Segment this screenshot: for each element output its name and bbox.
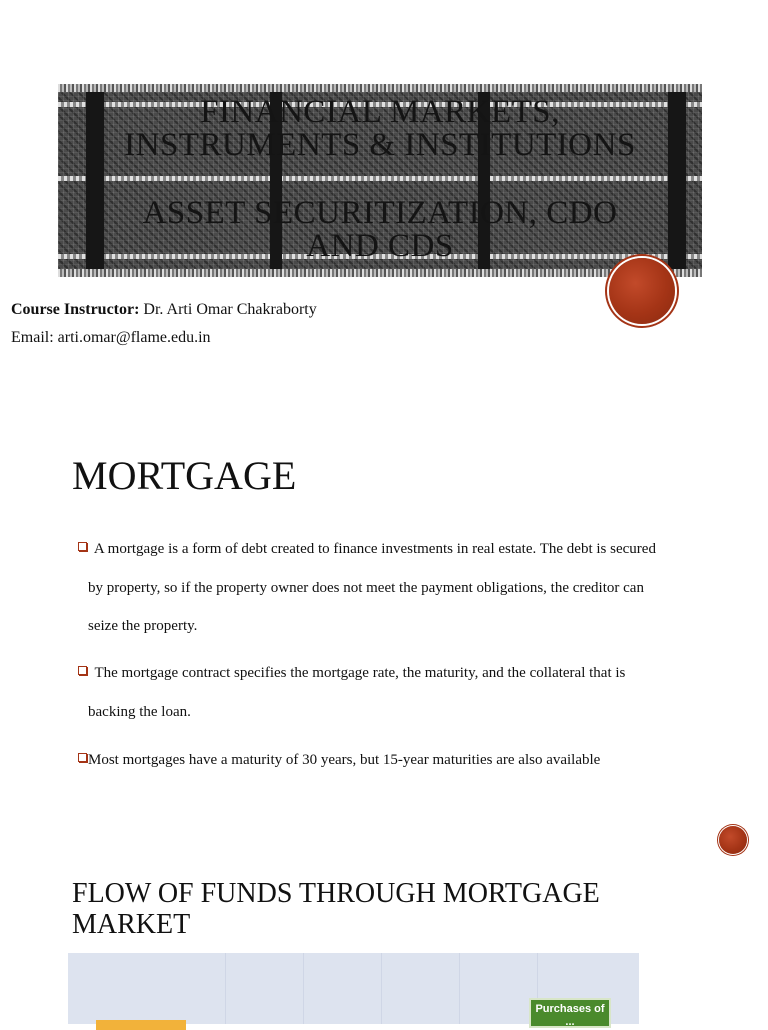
course-title-line2: INSTRUMENTS & INSTITUTIONS xyxy=(124,127,636,163)
bullet-mortgage-definition: A mortgage is a form of debt created to finance investments in real estate. The debt is secured by property, so if the property owner does not meet the payment obligations, the creditor can seize the property. xyxy=(78,530,698,646)
instructor-name: Dr. Arti Omar Chakraborty xyxy=(139,301,317,318)
slide-title-flow-line2: MARKET xyxy=(72,909,191,940)
bullet-mortgage-contract: The mortgage contract specifies the mortgage rate, the maturity, and the collateral that is backing the loan. xyxy=(78,654,698,731)
bullet-mortgage-maturity: Most mortgages have a maturity of 30 years, but 15-year maturities are also available xyxy=(78,741,698,780)
email-label: Email: xyxy=(11,329,54,346)
course-title-line1: FINANCIAL MARKETS, xyxy=(200,94,560,130)
flow-box-orange xyxy=(96,1020,186,1030)
slide-title-flow-line1: FLOW OF FUNDS THROUGH MORTGAGE xyxy=(72,878,600,909)
flow-diagram xyxy=(68,953,639,1028)
square-bullet-icon xyxy=(78,753,87,762)
email-value[interactable]: arti.omar@flame.edu.in xyxy=(53,329,211,346)
title-banner xyxy=(58,84,702,277)
instructor-line xyxy=(11,300,317,320)
square-bullet-icon xyxy=(78,542,87,551)
email-line xyxy=(11,328,211,348)
instructor-label: Course Instructor: xyxy=(11,301,140,318)
decorative-circle-icon xyxy=(609,258,675,324)
square-bullet-icon xyxy=(78,666,87,675)
flow-box-purchases: Purchases of ... xyxy=(529,998,611,1028)
course-subtitle-line2: AND CDS xyxy=(306,228,454,264)
slide-title-mortgage: MORTGAGE xyxy=(72,453,297,498)
decorative-circle-icon xyxy=(719,826,747,854)
course-subtitle-line1: ASSET SECURITIZATION, CDO xyxy=(142,195,618,231)
